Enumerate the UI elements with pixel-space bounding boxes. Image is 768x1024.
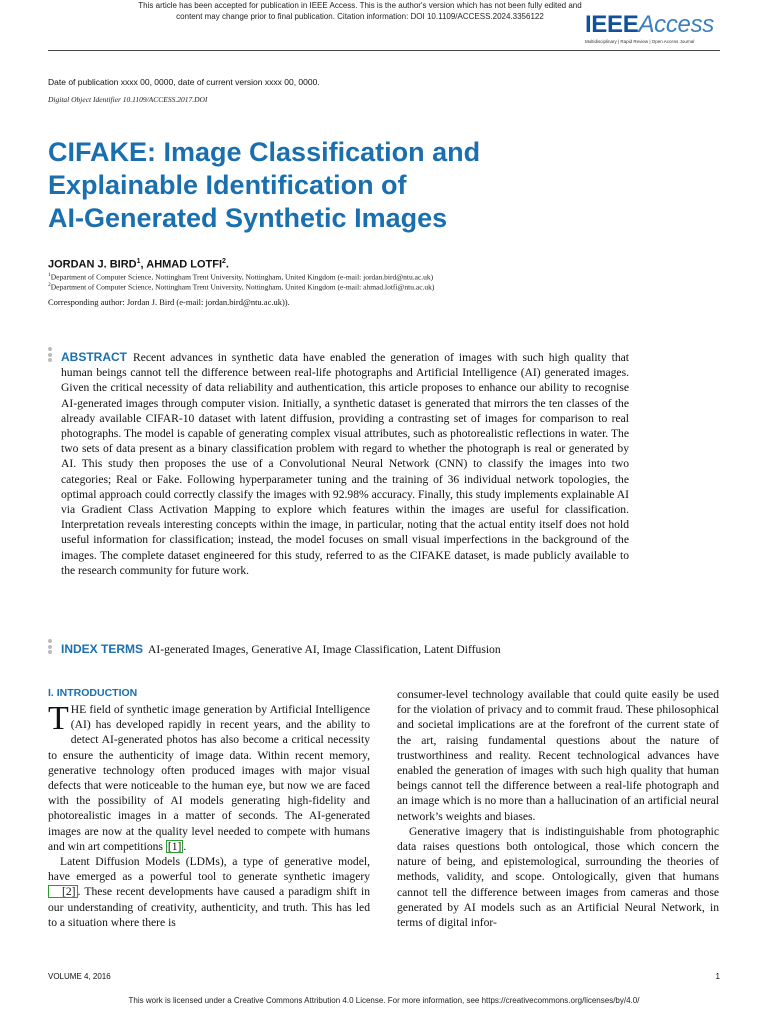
author-list (48, 258, 229, 271)
intro-p1-end: . (183, 839, 187, 853)
intro-p2-text-b: . These recent developments have caused a paradigm shift in our understanding of creativity, authenticity, and truth. This has led to a situation where there is (48, 885, 370, 929)
affiliation-2-text: Department of Computer Science, Nottingham Trent University, Nottingham, United Kingdom (e-mail: ahmad.lotfi@ntu.ac.uk) (50, 282, 435, 292)
affiliation-1-text: Department of Computer Science, Nottingham Trent University, Nottingham, United Kingdom (e-mail: jordan.bird@ntu.ac.uk) (50, 272, 434, 282)
author-2: AHMAD LOTFI (146, 258, 223, 271)
title-line-3: AI-Generated Synthetic Images (48, 203, 448, 233)
citation-link-1[interactable]: [1] (167, 839, 182, 853)
index-terms-label: INDEX TERMS (61, 642, 144, 656)
section-heading-introduction: I. INTRODUCTION (48, 687, 138, 699)
abstract-marker-icon (48, 347, 53, 364)
title-line-1: CIFAKE: Image Classification and (48, 137, 481, 167)
citation-link-2[interactable]: [2] (48, 885, 78, 898)
header-rule (48, 50, 720, 51)
abstract-text: Recent advances in synthetic data have enabled the generation of images with such high quality that human beings cannot tell the difference between real-life photographs and Artificial Intelligence (AI) generated images. Given the critical necessity of data reliability and authentication, this article proposes to enhance our ability to recognise AI-generated images through computer vision. Initially, a synthetic dataset is generated that mirrors the ten classes of the already available CIFAR-10 dataset with latent diffusion, providing a contrasting set of images for comparison to real photographs. The model is capable of generating complex visual attributes, such as photorealistic reflections in water. The two sets of data present as a binary classification problem with regard to whether the photograph is real or generated by AI. This study then proposes the use of a Convolutional Neural Network (CNN) to classify the images into two categories; Real or Fake. Following hyperparameter tuning and the training of 36 individual network topologies, the optimal approach could correctly classify the images with 92.98% accuracy. Finally, this study implements explainable AI via Gradient Class Activation Mapping to explore which features within the images are useful for classification. Interpretation reveals interesting concepts within the image, in particular, noting that the actual entity itself does not hold useful information for classification; instead, the model focuses on small visual imperfections in the background of the images. The complete dataset engineered for this study, referred to as the CIFAKE dataset, is made publicly available to the research community for future work. (61, 351, 629, 577)
affiliation-1-sup: 1 (48, 272, 51, 278)
title-line-2: Explainable Identification of (48, 170, 407, 200)
doi-line: Digital Object Identifier 10.1109/ACCESS.2017.DOI (48, 95, 208, 104)
banner-line-2: content may change prior to final publication. Citation information: DOI 10.1109/ACCESS.2024.3356122 (176, 12, 544, 21)
right-column (397, 687, 719, 930)
intro-p1-text: HE field of synthetic image generation by Artificial Intelligence (AI) has developed rapidly in recent years, and the ability to detect AI-generated photos has also become a critical necessity to ensure the authenticity of image data. Within recent memory, generative technology often produced images with major visual defects that were noticeable to the human eye, but now we are faced with the possibility of AI models generating high-fidelity and photorealistic images in a matter of seconds. The AI-generated images are now at the quality level needed to compete with humans and win art competitions (48, 703, 370, 853)
abstract-label: ABSTRACT (61, 350, 127, 364)
abstract (61, 350, 629, 578)
publication-banner (100, 0, 620, 22)
logo-ieee: IEEE (584, 11, 639, 38)
paper-title (48, 136, 608, 235)
affiliation-2 (48, 282, 434, 292)
index-terms (61, 642, 629, 657)
publication-date: Date of publication xxxx 00, 0000, date of current version xxxx 00, 0000. (48, 77, 320, 87)
ieee-access-logo (585, 13, 714, 44)
intro-paragraph-1 (48, 702, 370, 854)
intro-paragraph-3: consumer-level technology available that could quite easily be used for the violation of privacy and to commit fraud. These philosophical and societal implications are at the forefront of the current state of the art, raising fundamental questions about the nature of trustworthiness and reality. Recent technological advances have enabled the generation of images with such high quality that human beings cannot tell the difference between a real-life photograph and an image which is no more than a hallucination of an artificial neural network’s weights and biases. (397, 688, 719, 823)
logo-tagline: Multidisciplinary | Rapid Review | Open Access Journal (584, 39, 695, 44)
left-column (48, 687, 370, 930)
footer-volume: VOLUME 4, 2016 (48, 972, 111, 981)
author-2-sup: 2 (222, 258, 226, 265)
index-terms-marker-icon (48, 639, 53, 656)
author-separator: , (140, 258, 147, 271)
logo-access: Access (638, 11, 714, 38)
author-1-sup: 1 (136, 258, 141, 265)
affiliation-2-sup: 2 (48, 282, 51, 288)
author-end: . (225, 258, 229, 271)
intro-paragraph-4: Generative imagery that is indistinguishable from photographic data raises questions both ontological, those which concern the nature of being, and epistemological, surrounding the theories of methods, validity, and scope. Ontologically, given that humans cannot tell the difference between images from cameras and those generated by AI models such as an Artificial Neural Network, in terms of digital infor- (397, 824, 719, 930)
intro-p2-text-a: Latent Diffusion Models (LDMs), a type of generative model, have emerged as a powerful tool to generate synthetic imagery (48, 855, 370, 884)
license-notice: This work is licensed under a Creative Commons Attribution 4.0 License. For more information, see https://creativecommons.org/licenses/by/4.0/ (128, 996, 640, 1005)
footer-page-number: 1 (715, 972, 720, 981)
banner-line-1: This article has been accepted for publication in IEEE Access. This is the author's version which has not been fully edited and (138, 1, 582, 10)
intro-paragraph-2 (48, 854, 370, 930)
affiliation-1 (48, 272, 433, 282)
corresponding-author: Corresponding author: Jordan J. Bird (e-mail: jordan.bird@ntu.ac.uk)). (48, 297, 290, 307)
author-1: JORDAN J. BIRD (48, 258, 137, 271)
drop-cap: T (48, 700, 69, 737)
index-terms-text: AI-generated Images, Generative AI, Image Classification, Latent Diffusion (148, 643, 501, 656)
